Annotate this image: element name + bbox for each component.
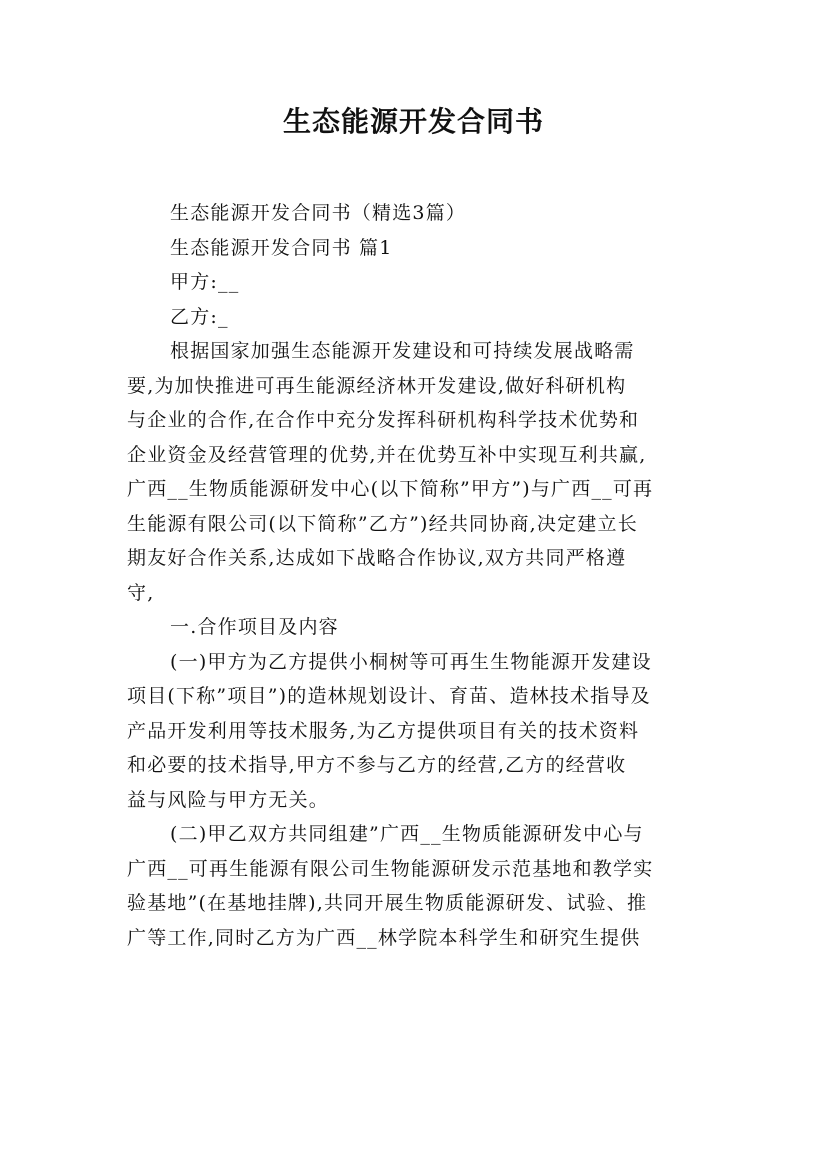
text-line: 广西__可再生能源有限公司生物能源研发示范基地和教学实 bbox=[127, 857, 654, 880]
text-line: (二)甲乙双方共同组建”广西__生物质能源研发中心与 bbox=[170, 823, 644, 845]
text-line: 和必要的技术指导,甲方不参与乙方的经营,乙方的经营收 bbox=[127, 754, 627, 776]
text-line: 甲方:__ bbox=[170, 271, 240, 293]
text-line: 项目(下称”项目”)的造林规划设计、育苗、造林技术指导及 bbox=[127, 685, 651, 707]
page-title: 生态能源开发合同书 bbox=[282, 105, 544, 138]
text-line: 广等工作,同时乙方为广西__林学院本科学生和研究生提供 bbox=[127, 926, 641, 949]
text-line: 一.合作项目及内容 bbox=[170, 616, 339, 638]
text-line: 守, bbox=[127, 581, 155, 604]
text-line: 验基地”(在基地挂牌),共同开展生物质能源研发、试验、推 bbox=[127, 892, 648, 914]
text-line: 益与风险与甲方无关。 bbox=[127, 788, 330, 811]
text-line: 生能源有限公司(以下简称”乙方”)经共同协商,决定建立长 bbox=[127, 512, 638, 535]
text-line: 乙方:_ bbox=[170, 305, 229, 328]
text-line: 期友好合作关系,达成如下战略合作协议,双方共同严格遵 bbox=[127, 547, 627, 569]
text-line: 与企业的合作,在合作中充分发挥科研机构科学技术优势和 bbox=[127, 409, 640, 431]
text-line: 企业资金及经营管理的优势,并在优势互补中实现互利共赢, bbox=[127, 443, 647, 466]
text-line: 产品开发利用等技术服务,为乙方提供项目有关的技术资料 bbox=[127, 719, 640, 742]
text-line: 生态能源开发合同书（精选3篇） bbox=[170, 202, 467, 224]
text-line: (一)甲方为乙方提供小桐树等可再生生物能源开发建设 bbox=[170, 650, 652, 673]
text-line: 根据国家加强生态能源开发建设和可持续发展战略需 bbox=[170, 340, 635, 362]
document-body bbox=[127, 196, 707, 955]
text-line: 生态能源开发合同书 篇1 bbox=[170, 236, 393, 259]
text-line: 广西__生物质能源研发中心(以下简称”甲方”)与广西__可再 bbox=[127, 478, 654, 500]
text-line: 要,为加快推进可再生能源经济林开发建设,做好科研机构 bbox=[127, 374, 627, 397]
